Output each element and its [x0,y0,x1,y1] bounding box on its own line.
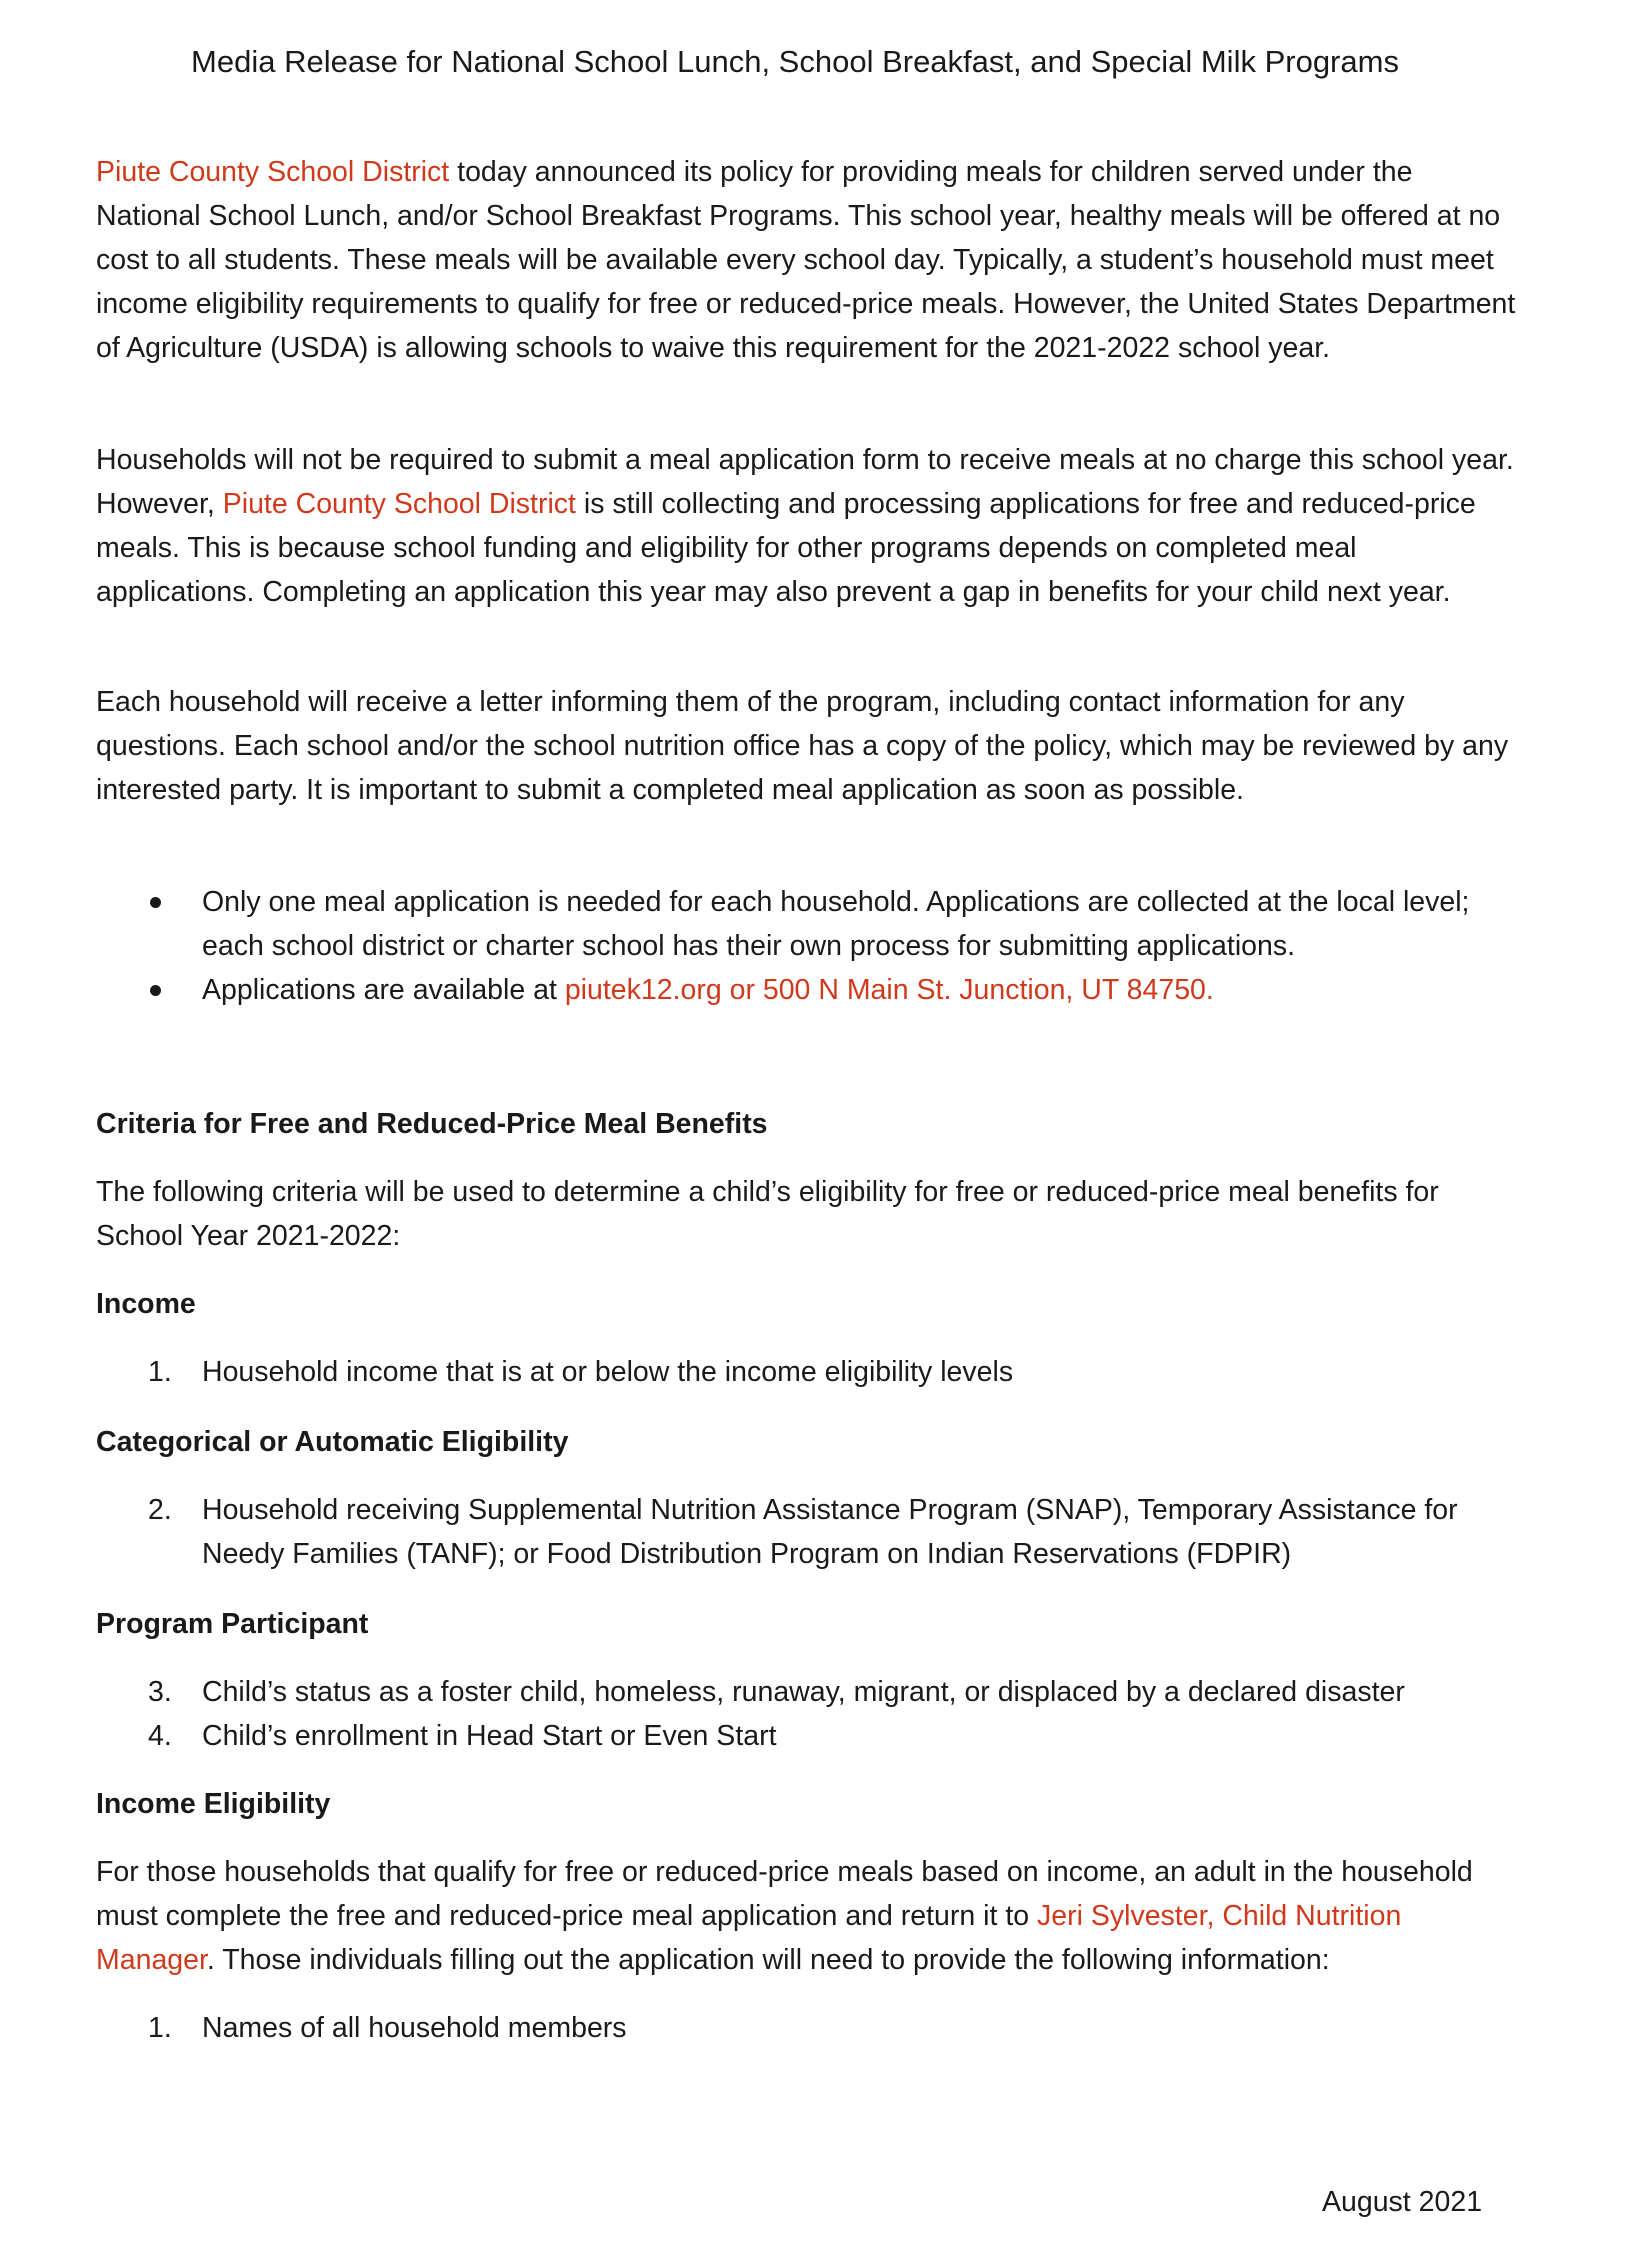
page-title: Media Release for National School Lunch, School Breakfast, and Special Milk Programs [191,44,1399,79]
application-text-before: Households will not be required to submit a meal application form to receive meals at no charge this school year. However, [96,444,1514,520]
item-number: 3. [148,1676,172,1708]
bullet-text: Applications are available at [202,974,565,1006]
list-item [96,880,1516,968]
intro-paragraph [96,150,1516,370]
item-text: Household receiving Supplemental Nutrition Assistance Program (SNAP), Temporary Assistance for Needy Families (TANF); or Food Distribution Program on Indian Reservations (FDPIR) [202,1494,1458,1570]
item-number: 4. [148,1720,172,1752]
bullet-icon [150,897,161,908]
application-paragraph [96,438,1516,614]
footer-date: August 2021 [1322,2186,1483,2218]
item-number: 1. [148,1356,172,1388]
income-eligibility-text-after: . Those individuals filling out the application will need to provide the following information: [206,1944,1330,1976]
income-eligibility-heading: Income Eligibility [96,1788,331,1820]
criteria-intro: The following criteria will be used to determine a child’s eligibility for free or reduced-price meal benefits for School Year 2021-2022: [96,1176,1439,1252]
participant-section [96,1602,1516,1758]
letter-paragraph [96,680,1516,812]
bullet-list [96,880,1516,1012]
item-text: Household income that is at or below the income eligibility levels [202,1356,1014,1388]
list-item [96,1350,1516,1394]
list-item [96,1714,1516,1758]
list-item [96,1670,1516,1714]
item-text: Names of all household members [202,2012,627,2044]
income-eligibility-text [96,1850,1516,1982]
bullet-text: Only one meal application is needed for each household. Applications are collected at the local level; each school district or charter school has their own process for submitting applications. [202,886,1470,962]
categorical-section [96,1420,1516,1576]
letter-text: Each household will receive a letter informing them of the program, including contact information for any questions. Each school and/or the school nutrition office has a copy of the policy, which may be reviewed by any interested party. It is important to submit a completed meal application as soon as possible. [96,686,1509,806]
item-number: 1. [148,2012,172,2044]
list-item [96,2006,1516,2050]
income-heading: Income [96,1288,196,1320]
item-number: 2. [148,1494,172,1526]
item-text: Child’s enrollment in Head Start or Even Start [202,1720,777,1752]
income-eligibility-section [96,1782,1516,2050]
participant-heading: Program Participant [96,1608,369,1640]
income-eligibility-text-before: For those households that qualify for free or reduced-price meals based on income, an adult in the household must complete the free and reduced-price meal application and return it to [96,1856,1473,1932]
applications-link[interactable]: piutek12.org or 500 N Main St. Junction, UT 84750. [564,974,1214,1006]
intro-text: today announced its policy for providing meals for children served under the National School Lunch, and/or School Breakfast Programs. This school year, healthy meals will be offered at no cost to all students. These meals will be available every school day. Typically, a student’s household must meet income eligibility requirements to qualify for free or reduced-price meals. However, the United States Department of Agriculture (USDA) is allowing schools to waive this requirement for the 2021-2022 school year. [96,156,1516,364]
list-item [96,968,1516,1012]
district-name: Piute County School District [96,156,450,188]
bullet-icon [150,985,161,996]
item-text: Child’s status as a foster child, homeless, runaway, migrant, or displaced by a declared disaster [202,1676,1405,1708]
contact-name: Jeri Sylvester, Child Nutrition Manager [96,1900,1402,1976]
criteria-section [96,1102,1516,1258]
list-item [96,1488,1516,1576]
categorical-heading: Categorical or Automatic Eligibility [96,1426,569,1458]
income-section [96,1282,1516,1394]
application-text-after: is still collecting and processing applications for free and reduced-price meals. This is because school funding and eligibility for other programs depends on completed meal applications. Completing an application this year may also prevent a gap in benefits for your child next year. [96,488,1476,608]
district-name: Piute County School District [222,488,576,520]
criteria-heading: Criteria for Free and Reduced-Price Meal Benefits [96,1108,768,1140]
